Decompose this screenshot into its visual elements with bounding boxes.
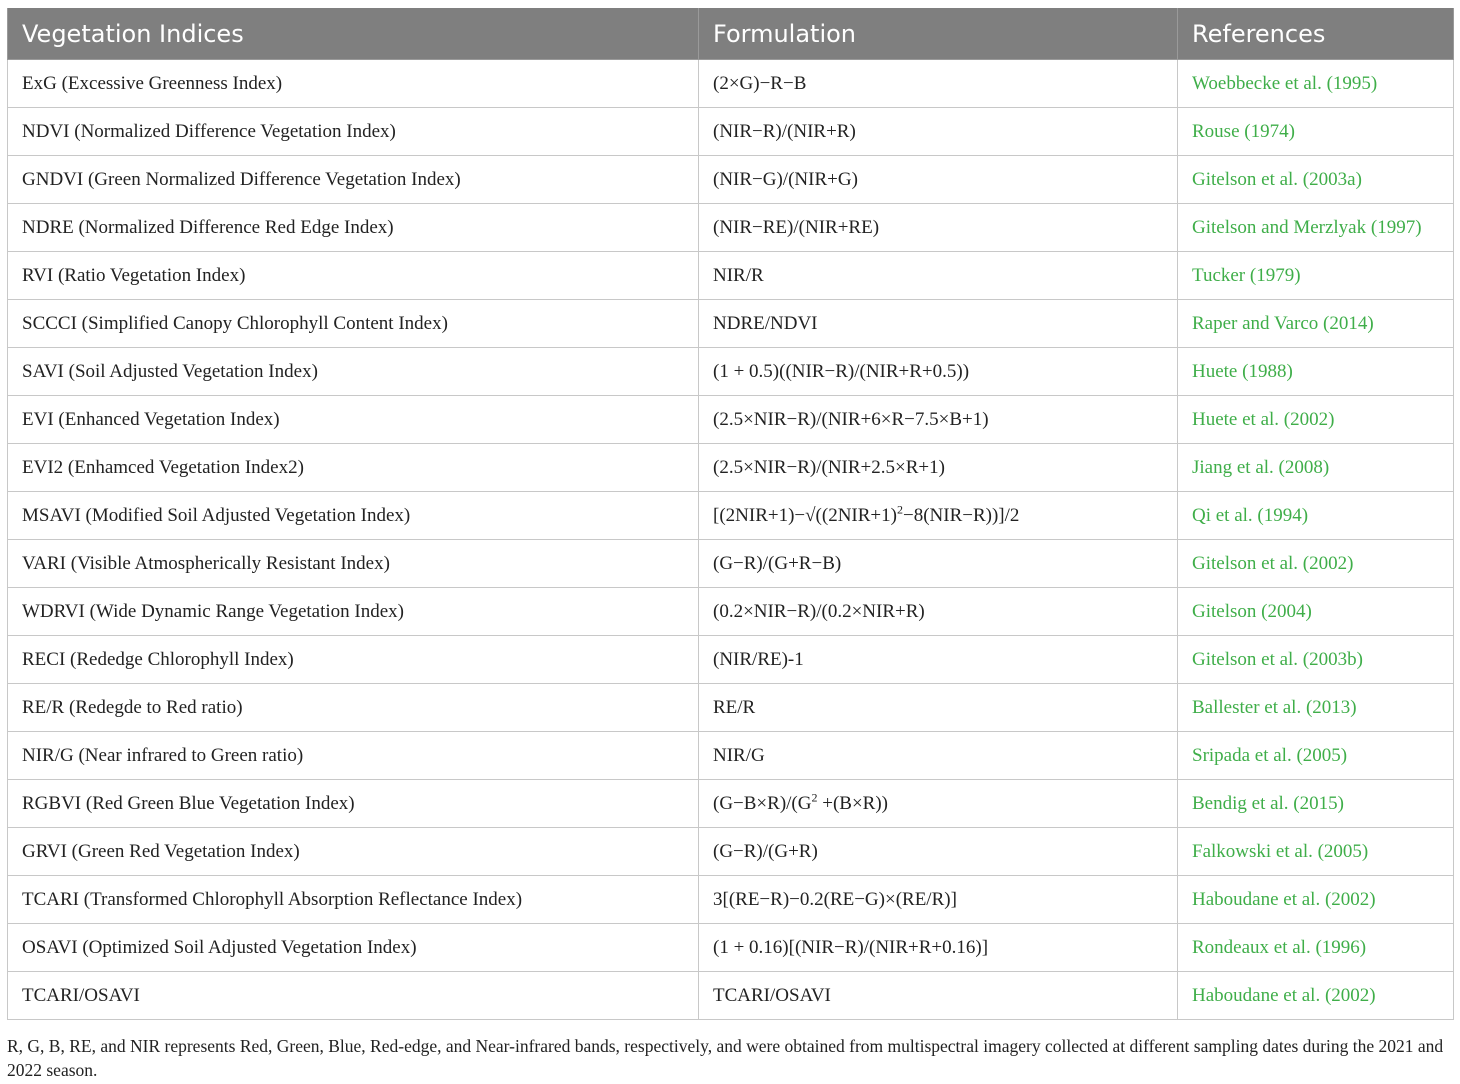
formulation-cell: (NIR−G)/(NIR+G) <box>699 156 1178 204</box>
index-name-cell: SCCCI (Simplified Canopy Chlorophyll Content Index) <box>8 300 699 348</box>
table-row <box>8 684 1454 732</box>
table-row <box>8 780 1454 828</box>
formulation-cell: (NIR−RE)/(NIR+RE) <box>699 204 1178 252</box>
table-footnote: R, G, B, RE, and NIR represents Red, Green, Blue, Red-edge, and Near-infrared bands, respectively, and were obtained from multispectral imagery collected at different sampling dates during the 2021 and 2022 season. <box>7 1036 1444 1080</box>
index-name-cell: EVI (Enhanced Vegetation Index) <box>8 396 699 444</box>
index-name-cell: RECI (Rededge Chlorophyll Index) <box>8 636 699 684</box>
reference-link[interactable]: Gitelson et al. (2003a) <box>1178 156 1454 204</box>
table-row <box>8 204 1454 252</box>
reference-link[interactable]: Woebbecke et al. (1995) <box>1178 60 1454 108</box>
index-name-cell: EVI2 (Enhamced Vegetation Index2) <box>8 444 699 492</box>
table-row <box>8 540 1454 588</box>
formulation-cell <box>699 492 1178 540</box>
index-name-cell: WDRVI (Wide Dynamic Range Vegetation Index) <box>8 588 699 636</box>
table-row <box>8 492 1454 540</box>
formulation-cell: (1 + 0.5)((NIR−R)/(NIR+R+0.5)) <box>699 348 1178 396</box>
formula-part: [(2NIR+1)−√((2NIR+1) <box>713 504 897 526</box>
formulation-cell: (0.2×NIR−R)/(0.2×NIR+R) <box>699 588 1178 636</box>
formula-exponent: 2 <box>811 790 818 805</box>
formulation-cell: (2.5×NIR−R)/(NIR+6×R−7.5×B+1) <box>699 396 1178 444</box>
table-row <box>8 588 1454 636</box>
reference-link[interactable]: Huete et al. (2002) <box>1178 396 1454 444</box>
vegetation-indices-table <box>7 8 1454 1020</box>
index-name-cell: MSAVI (Modified Soil Adjusted Vegetation Index) <box>8 492 699 540</box>
table-row <box>8 732 1454 780</box>
reference-link[interactable]: Haboudane et al. (2002) <box>1178 972 1454 1020</box>
reference-link[interactable]: Jiang et al. (2008) <box>1178 444 1454 492</box>
reference-link[interactable]: Sripada et al. (2005) <box>1178 732 1454 780</box>
index-name-cell: RE/R (Redegde to Red ratio) <box>8 684 699 732</box>
index-name-cell: OSAVI (Optimized Soil Adjusted Vegetation Index) <box>8 924 699 972</box>
header-vegetation-indices: Vegetation Indices <box>8 8 699 60</box>
formulation-cell: NIR/R <box>699 252 1178 300</box>
reference-link[interactable]: Gitelson et al. (2003b) <box>1178 636 1454 684</box>
vegetation-indices-table-container <box>7 8 1453 1020</box>
reference-link[interactable]: Rondeaux et al. (1996) <box>1178 924 1454 972</box>
formulation-cell: 3[(RE−R)−0.2(RE−G)×(RE/R)] <box>699 876 1178 924</box>
table-row <box>8 828 1454 876</box>
table-header <box>8 8 1454 60</box>
formulation-cell: NIR/G <box>699 732 1178 780</box>
table-row <box>8 636 1454 684</box>
reference-link[interactable]: Huete (1988) <box>1178 348 1454 396</box>
table-row <box>8 444 1454 492</box>
formulation-cell <box>699 780 1178 828</box>
index-name-cell: RGBVI (Red Green Blue Vegetation Index) <box>8 780 699 828</box>
index-name-cell: NDRE (Normalized Difference Red Edge Index) <box>8 204 699 252</box>
formulation-cell: TCARI/OSAVI <box>699 972 1178 1020</box>
formulation-cell: (G−R)/(G+R−B) <box>699 540 1178 588</box>
index-name-cell: GNDVI (Green Normalized Difference Vegetation Index) <box>8 156 699 204</box>
header-formulation: Formulation <box>699 8 1178 60</box>
formula-part: (G−B×R)/(G <box>713 792 812 814</box>
index-name-cell: SAVI (Soil Adjusted Vegetation Index) <box>8 348 699 396</box>
reference-link[interactable]: Raper and Varco (2014) <box>1178 300 1454 348</box>
reference-link[interactable]: Ballester et al. (2013) <box>1178 684 1454 732</box>
table-row <box>8 972 1454 1020</box>
table-row <box>8 108 1454 156</box>
index-name-cell: ExG (Excessive Greenness Index) <box>8 60 699 108</box>
formulation-cell: (NIR/RE)-1 <box>699 636 1178 684</box>
reference-link[interactable]: Gitelson et al. (2002) <box>1178 540 1454 588</box>
header-row <box>8 8 1454 60</box>
formulation-cell: NDRE/NDVI <box>699 300 1178 348</box>
formulation-cell: (1 + 0.16)[(NIR−R)/(NIR+R+0.16)] <box>699 924 1178 972</box>
table-row <box>8 252 1454 300</box>
reference-link[interactable]: Gitelson (2004) <box>1178 588 1454 636</box>
formulation-cell: (G−R)/(G+R) <box>699 828 1178 876</box>
formula-part: −8(NIR−R))]/2 <box>902 504 1020 526</box>
reference-link[interactable]: Rouse (1974) <box>1178 108 1454 156</box>
index-name-cell: TCARI (Transformed Chlorophyll Absorption Reflectance Index) <box>8 876 699 924</box>
table-row <box>8 348 1454 396</box>
formulation-cell: (2.5×NIR−R)/(NIR+2.5×R+1) <box>699 444 1178 492</box>
table-row <box>8 396 1454 444</box>
index-name-cell: NDVI (Normalized Difference Vegetation Index) <box>8 108 699 156</box>
table-body <box>8 60 1454 1020</box>
formulation-cell: (2×G)−R−B <box>699 60 1178 108</box>
table-row <box>8 156 1454 204</box>
reference-link[interactable]: Falkowski et al. (2005) <box>1178 828 1454 876</box>
table-row <box>8 300 1454 348</box>
formulation-cell: RE/R <box>699 684 1178 732</box>
table-row <box>8 876 1454 924</box>
formula-part: +(B×R)) <box>817 792 888 814</box>
reference-link[interactable]: Haboudane et al. (2002) <box>1178 876 1454 924</box>
index-name-cell: NIR/G (Near infrared to Green ratio) <box>8 732 699 780</box>
index-name-cell: GRVI (Green Red Vegetation Index) <box>8 828 699 876</box>
reference-link[interactable]: Qi et al. (1994) <box>1178 492 1454 540</box>
reference-link[interactable]: Bendig et al. (2015) <box>1178 780 1454 828</box>
table-row <box>8 924 1454 972</box>
index-name-cell: TCARI/OSAVI <box>8 972 699 1020</box>
table-row <box>8 60 1454 108</box>
formula-exponent: 2 <box>896 502 903 517</box>
formulation-cell: (NIR−R)/(NIR+R) <box>699 108 1178 156</box>
header-references: References <box>1178 8 1454 60</box>
index-name-cell: VARI (Visible Atmospherically Resistant Index) <box>8 540 699 588</box>
reference-link[interactable]: Gitelson and Merzlyak (1997) <box>1178 204 1454 252</box>
reference-link[interactable]: Tucker (1979) <box>1178 252 1454 300</box>
index-name-cell: RVI (Ratio Vegetation Index) <box>8 252 699 300</box>
